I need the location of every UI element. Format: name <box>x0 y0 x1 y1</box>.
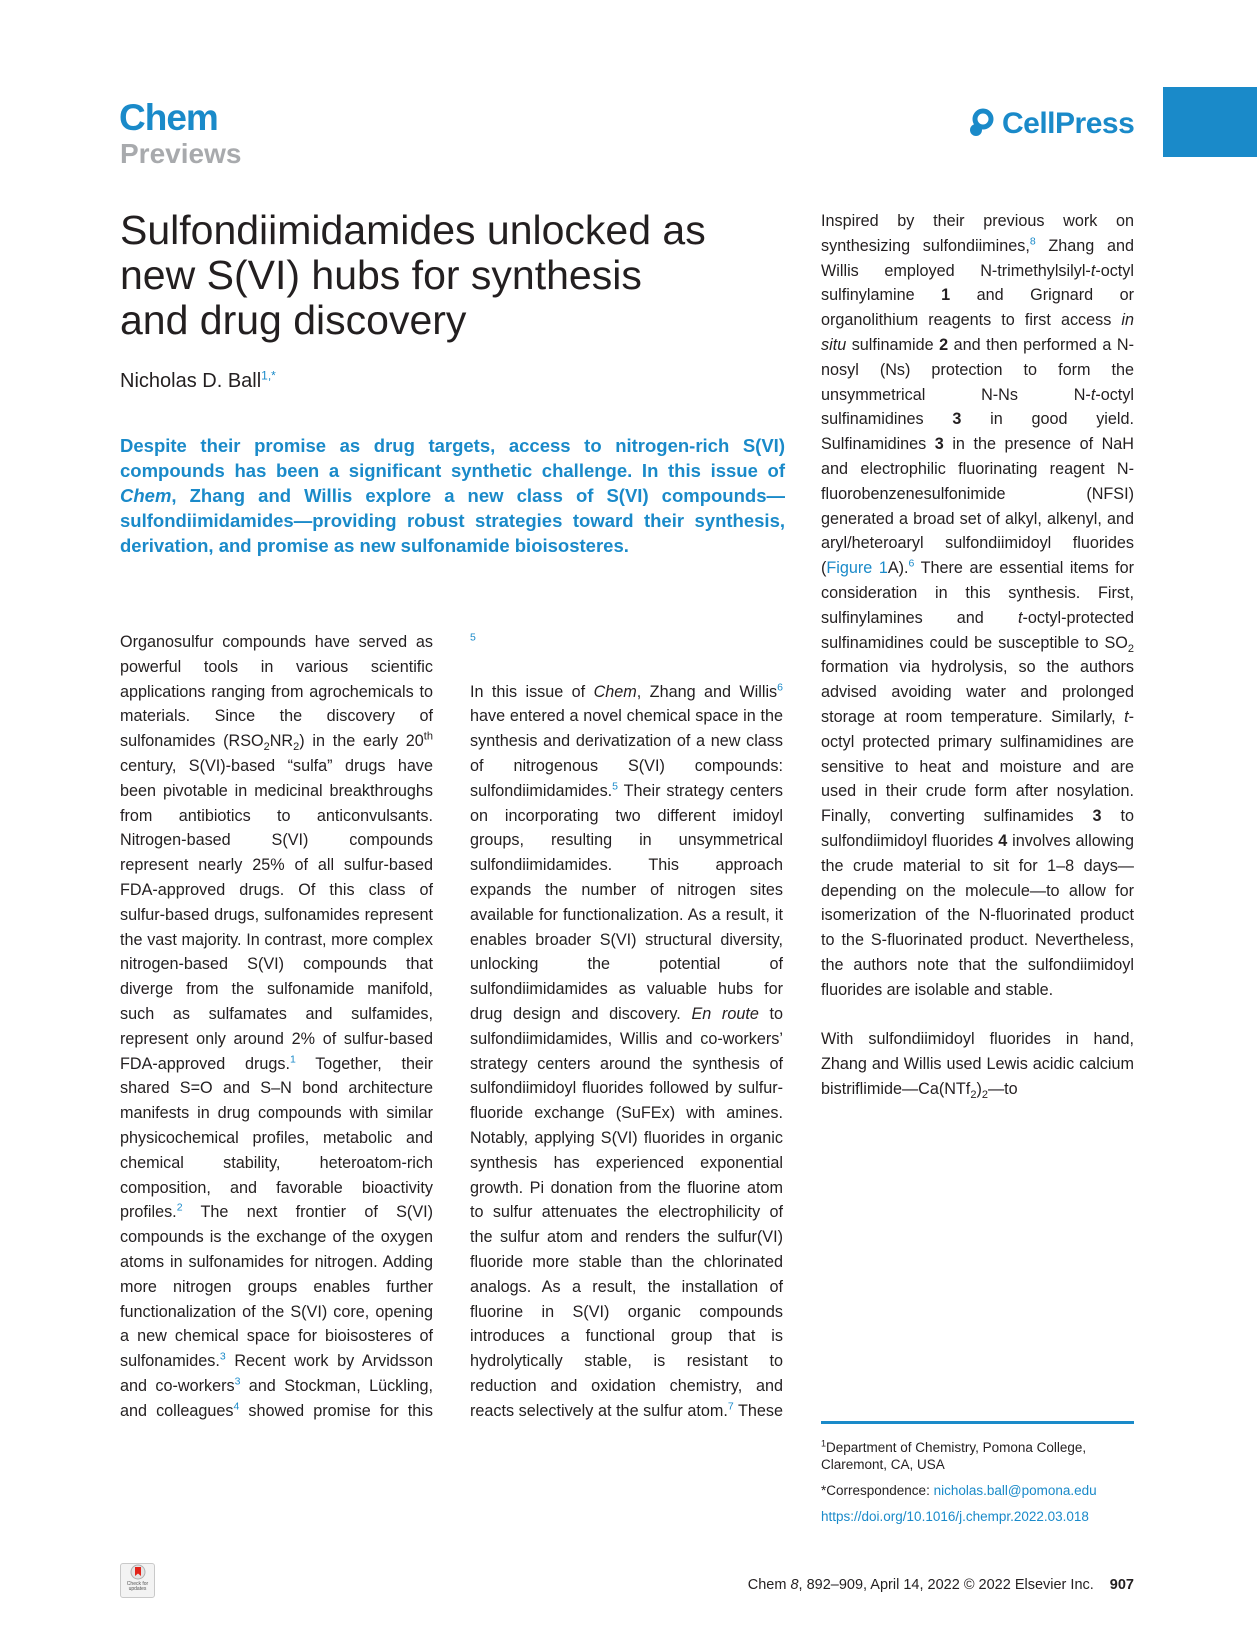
reference-link[interactable]: 1 <box>289 1053 296 1066</box>
body-paragraph: In this issue of Chem, Zhang and Willis$^6$ have entered a novel chemical space in the synthesis and derivatization of a new class of nitrogenous S(VI) compounds: sulfondiimidamides.$^5$ Their strategy centers on incorporating two different imidoyl groups, resulting in unsymmetrical sulfondiimidamides. This approach expands the number of nitrogen sites available for functionalization. As a result, it enables broader S(VI) structural diversity, unlocking the potential of sulfondiimidamides as valuable hubs for drug design and discovery. En route to sulfondiimidamides, Willis and co-workers’ strategy centers around the synthesis of sulfondiimidoyl fluorides followed by sulfur-fluoride exchange (SuFEx) with amines. Notably, applying S(VI) fluorides in organic synthesis has experienced exponential growth. Pi donation from the fluorine atom to sulfur attenuates the electrophilicity of the sulfur atom and renders the sulfur(VI) fluoride more stable than the chlorinated analogs. As a result, the installation of fluorine in S(VI) organic compounds introduces a functional group that is hydrolytically stable, is resistant to reduction and oxidation chemistry, and reacts selectively at the sulfur atom.$^7$ These <box>470 681 783 1420</box>
reference-link[interactable]: 2 <box>176 1201 183 1214</box>
body-paragraph: With sulfondiimidoyl fluorides in hand, Zhang and Willis used Lewis acidic calcium $bistriflimide—Ca(NTf_2)_2—to$ <box>821 1030 1134 1102</box>
reference-link[interactable]: 6 <box>908 557 915 570</box>
body-column-middle <box>470 630 783 1424</box>
reference-link[interactable]: 4 <box>233 1400 240 1413</box>
reference-link[interactable]: 3 <box>234 1375 241 1388</box>
publisher-logo[interactable] <box>966 104 1134 144</box>
body-column-right <box>821 209 1134 1126</box>
badge-label: Check for updates <box>126 1581 149 1592</box>
article-title: Sulfondiimidamides unlocked as new S(VI) hubs for synthesis and drug discovery <box>120 207 706 343</box>
body-paragraph: Inspired by their previous work on synthesizing sulfondiimines,$^8$ Zhang and Willis employed N-trimethylsilyl-t-octyl sulfinylamine 1 and Grignard or organolithium reagents to first access in situ sulfinamide 2 and then performed a N-nosyl (Ns) protection to form the unsymmetrical N-Ns N-t-octyl sulfinamidines 3 in good yield. Sulfinamidines 3 in the presence of NaH and electrophilic fluorinating reagent N-fluorobenzenesulfonimide (NFSI) generated a broad set of alkyl, alkenyl, and aryl/heteroaryl sulfondiimidoyl fluorides (Figure 1A).$^6$ There are essential items for consideration in this synthesis. First, sulfinylamines and t-octyl-protected sulfinamidines could be susceptible to $SO_2$ formation via hydrolysis, so the authors advised avoiding water and prolonged storage at room temperature. Similarly, t-octyl protected primary sulfinamidines are sensitive to heat and moisture and are used in their crude form after nosylation. Finally, converting sulfinamides 3 to sulfondiimidoyl fluorides 4 involves allowing the crude material to sit for 1–8 days—depending on the molecule—to allow for isomerization of the N-fluorinated product to the S-fluorinated product. Nevertheless, the authors note that the sulfondiimidoyl fluorides are isolable and stable. <box>821 212 1134 999</box>
body-paragraph <box>470 630 783 655</box>
author-line <box>120 368 276 394</box>
abstract: Despite their promise as drug targets, access to nitrogen-rich S(VI) compounds has been a significant synthetic challenge. In this issue of Chem, Zhang and Willis explore a new class of S(VI) compounds—sulfondiimidamides—providing robust strategies toward their synthesis, derivation, and promise as new sulfonamide bioisosteres. <box>120 435 785 556</box>
affiliation-footnote: $^1$Department of Chemistry, Pomona College, Claremont, CA, USA <box>821 1438 1087 1472</box>
reference-link[interactable]: 6 <box>777 681 783 694</box>
bookmark-icon <box>129 1564 147 1580</box>
author-marks[interactable]: 1,* <box>261 368 276 383</box>
reference-link[interactable]: 8 <box>1029 235 1036 248</box>
footnote-divider <box>821 1421 1134 1424</box>
correspondence-footnote: *Correspondence: nicholas.ball@pomona.edu <box>821 1483 1097 1498</box>
journal-name: Chem <box>119 97 218 138</box>
body-paragraph: Organosulfur compounds have served as powerful tools in various scientific applications ranging from agrochemicals to materials. Since the discovery of sulfonamides $(RSO_2NR_2)$ in the early 20th century, S(VI)-based “sulfa” drugs have been pivotable in medicinal breakthroughs from antibiotics to anticonvulsants. Nitrogen-based S(VI) compounds represent nearly 25% of all sulfur-based FDA-approved drugs. Of this class of sulfur-based drugs, sulfonamides represent the vast majority. In contrast, more complex nitrogen-based S(VI) compounds that diverge from the sulfonamide manifold, such as sulfamates and sulfamides, represent only around 2% of sulfur-based FDA-approved drugs.$^1$ Together, their shared S=O and S–N bond architecture manifests in drug compounds with similar physicochemical profiles, metabolic and chemical stability, heteroatom-rich composition, and favorable bioactivity profiles.$^2$ The next frontier of S(VI) compounds is the exchange of the oxygen atoms in sulfonamides for nitrogen. Adding more nitrogen groups enables further functionalization of the S(VI) core, opening a new chemical space for bioisosteres of sulfonamides.$^3$ Recent work by Arvidsson and co-workers$^3$ and Stockman, Lückling, and colleagues$^4$ showed promise for this <box>120 633 433 1420</box>
reference-link[interactable]: 3 <box>219 1350 226 1363</box>
cellpress-logo-icon <box>966 108 996 140</box>
publisher-name: CellPress <box>1002 107 1135 140</box>
page-number: 907 <box>1109 1577 1134 1593</box>
page-footer: Chem 8, 892–909, April 14, 2022 © 2022 Elsevier Inc. 907 <box>747 1577 1134 1593</box>
reference-link[interactable]: 7 <box>727 1400 734 1413</box>
correspondence-email-link[interactable]: nicholas.ball@pomona.edu <box>933 1483 1097 1498</box>
body-column-left <box>120 630 433 1424</box>
doi-link[interactable]: https://doi.org/10.1016/j.chempr.2022.03.018 <box>821 1509 1089 1524</box>
corner-tab <box>1163 87 1257 157</box>
reference-link[interactable]: 5 <box>612 780 618 793</box>
author-name: Nicholas D. Ball <box>120 370 262 392</box>
check-for-updates-badge[interactable] <box>120 1563 155 1598</box>
figure-link[interactable]: Figure 1 <box>826 559 888 578</box>
reference-link[interactable]: 5 <box>470 631 476 644</box>
section-name: Previews <box>120 138 242 169</box>
